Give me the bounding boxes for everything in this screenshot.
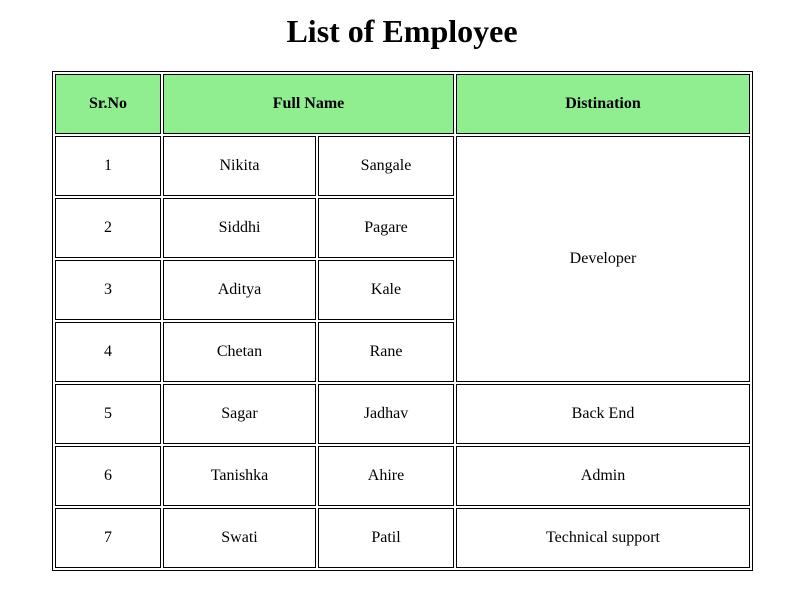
cell-sr-no: 5 [55, 384, 161, 444]
cell-first-name: Sagar [163, 384, 316, 444]
cell-first-name: Aditya [163, 260, 316, 320]
cell-designation: Admin [456, 446, 750, 506]
cell-first-name: Swati [163, 508, 316, 568]
page-title: List of Employee [286, 13, 518, 49]
table-row [55, 446, 750, 506]
cell-first-name: Siddhi [163, 198, 316, 258]
header-designation: Distination [456, 74, 750, 134]
cell-last-name: Pagare [318, 198, 454, 258]
cell-designation-developer: Developer [456, 136, 750, 382]
table-row [55, 136, 750, 196]
table-row [55, 384, 750, 444]
cell-last-name: Kale [318, 260, 454, 320]
employee-table [52, 71, 753, 571]
header-row [55, 74, 750, 134]
cell-designation: Back End [456, 384, 750, 444]
cell-sr-no: 7 [55, 508, 161, 568]
cell-sr-no: 2 [55, 198, 161, 258]
cell-last-name: Rane [318, 322, 454, 382]
cell-last-name: Jadhav [318, 384, 454, 444]
header-full-name: Full Name [163, 74, 454, 134]
cell-sr-no: 1 [55, 136, 161, 196]
cell-last-name: Patil [318, 508, 454, 568]
cell-first-name: Chetan [163, 322, 316, 382]
cell-first-name: Tanishka [163, 446, 316, 506]
header-sr-no: Sr.No [55, 74, 161, 134]
table-row [55, 508, 750, 568]
cell-designation: Technical support [456, 508, 750, 568]
cell-last-name: Sangale [318, 136, 454, 196]
cell-last-name: Ahire [318, 446, 454, 506]
cell-first-name: Nikita [163, 136, 316, 196]
employee-table-container [52, 71, 753, 571]
cell-sr-no: 3 [55, 260, 161, 320]
cell-sr-no: 4 [55, 322, 161, 382]
cell-sr-no: 6 [55, 446, 161, 506]
